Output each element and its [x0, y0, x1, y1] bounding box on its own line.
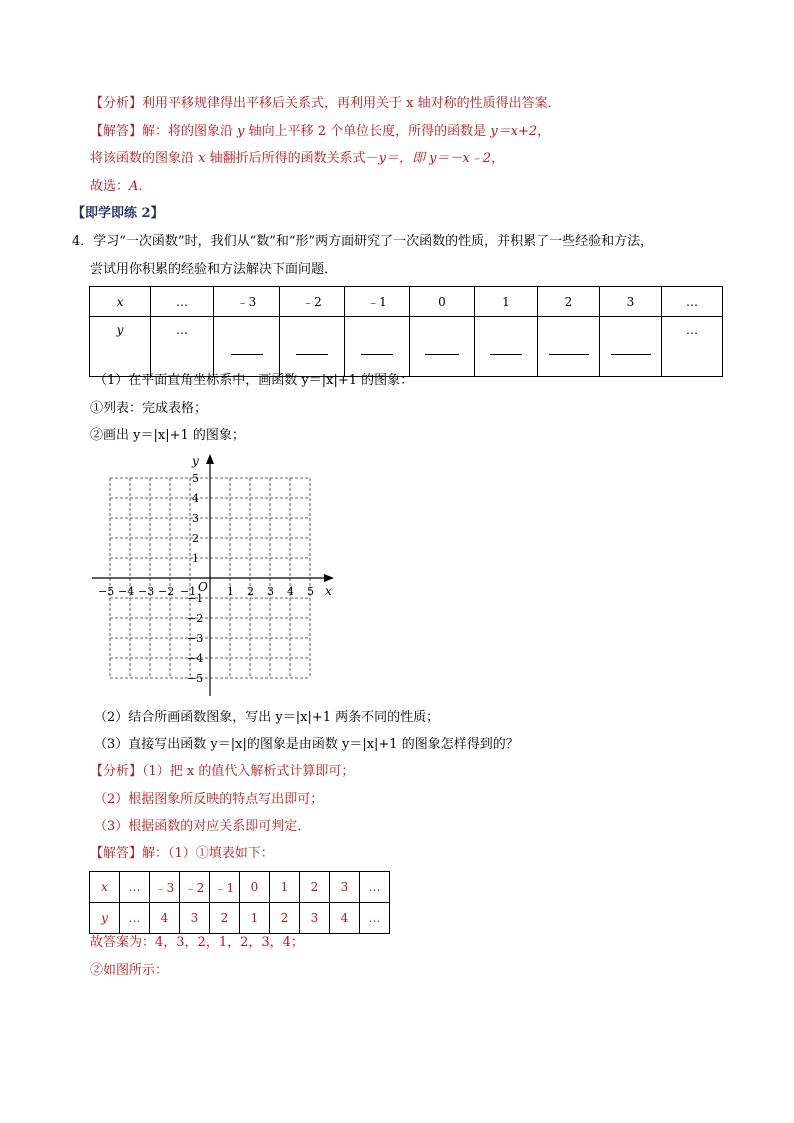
analysis-text: （1）把 x 的值代入解析式计算即可；	[142, 764, 355, 779]
table-cell: 2	[210, 903, 240, 934]
table-cell: 3	[600, 287, 662, 317]
x-axis-label: x	[325, 584, 332, 598]
answer-table	[89, 871, 390, 934]
answer-2-last-line: ②如图所示：	[90, 963, 169, 978]
y-tick-label: 1	[192, 552, 199, 565]
table-cell: ﹣3	[214, 287, 280, 317]
y-tick-label: −3	[187, 632, 204, 645]
table-cell: 2	[270, 903, 300, 934]
x-tick-label: −4	[118, 585, 135, 598]
problem-4-line-2: 尝试用你积累的经验和方法解决下面问题．	[90, 262, 338, 277]
analysis-2-line-2: （2）根据图象所反映的特点写出即可；	[94, 792, 324, 807]
answer-text: ．	[138, 179, 152, 194]
table-cell: 3	[180, 903, 210, 934]
answer-blank[interactable]	[280, 317, 345, 377]
x-axis-arrow-icon	[324, 574, 334, 582]
answer-text: 解：（1）①填表如下：	[142, 846, 274, 861]
answer-1-line-2	[90, 150, 504, 168]
answer-text: 轴翻折后所得的函数关系式－	[205, 151, 379, 166]
analysis-2-line-3: （3）根据函数的对应关系即可判定．	[94, 819, 311, 834]
coordinate-grid	[88, 450, 338, 700]
table-cell: ﹣2	[180, 872, 210, 903]
answer-result: 故答案为：4，3，2，1，2，3，4；	[90, 935, 304, 950]
question-1: （1）在平面直角坐标系中，画函数 y＝|x|+1 的图象：	[94, 373, 414, 388]
problem-4-line-1: 4．学习“一次函数”时，我们从“数”和“形”两方面研究了一次函数的性质，并积累了一些经验和方法，	[72, 234, 654, 249]
axes	[92, 460, 328, 696]
question-1b: ②画出 y＝|x|+1 的图象；	[90, 428, 245, 443]
x-tick-label: 3	[267, 585, 274, 598]
answer-blank[interactable]	[600, 317, 662, 377]
answer-text: y＝，即	[378, 151, 430, 166]
table-x-label: x	[90, 872, 120, 903]
question-3: （3）直接写出函数 y＝|x|的图象是由函数 y＝|x|+1 的图象怎样得到的？	[94, 737, 519, 752]
analysis-text: 利用平移规律得出平移后关系式，再利用关于 x 轴对称的性质得出答案．	[142, 96, 561, 111]
problem-table	[89, 286, 723, 377]
table-cell: 1	[240, 903, 270, 934]
table-cell: ﹣2	[280, 287, 345, 317]
origin-label: O	[198, 580, 208, 594]
table-cell: 3	[300, 903, 330, 934]
x-tick-label: −3	[138, 585, 155, 598]
table-cell: …	[120, 872, 150, 903]
answer-blank[interactable]	[475, 317, 538, 377]
answer-1-line-1	[90, 123, 550, 141]
x-tick-label: 4	[287, 585, 294, 598]
y-tick-label: 3	[192, 512, 199, 525]
answer-2-line-1	[90, 845, 274, 863]
table-x-label: x	[90, 287, 151, 317]
table-cell: …	[360, 903, 390, 934]
x-tick-label: 5	[307, 585, 314, 598]
answer-text: 轴向上平移 2 个单位长度，所得的函数是	[244, 124, 491, 139]
analysis-1	[90, 95, 561, 113]
answer-var: y	[237, 124, 245, 139]
answer-blank[interactable]	[214, 317, 280, 377]
analysis-tag: 【分析】	[90, 764, 143, 779]
table-cell: …	[151, 317, 214, 377]
table-cell: 4	[330, 903, 360, 934]
y-tick-label: −5	[187, 672, 204, 685]
question-2: （2）结合所画函数图象，写出 y＝|x|+1 两条不同的性质；	[94, 710, 440, 725]
table-cell: 4	[150, 903, 180, 934]
table-cell: ﹣1	[345, 287, 410, 317]
answer-blank[interactable]	[538, 317, 600, 377]
answer-blank[interactable]	[410, 317, 475, 377]
answer-text: 故选：	[90, 179, 130, 194]
table-cell: …	[151, 287, 214, 317]
answer-function: y＝x+2	[490, 124, 538, 139]
x-tick-label: 1	[227, 585, 234, 598]
answer-blank[interactable]	[345, 317, 410, 377]
x-tick-label: −1	[180, 585, 197, 598]
y-tick-label: −1	[187, 592, 204, 605]
answer-text: ，	[491, 151, 505, 166]
table-cell: …	[662, 287, 723, 317]
table-y-label: y	[90, 903, 120, 934]
answer-1-line-3	[90, 178, 151, 196]
answer-text: 解：将的图象沿	[142, 124, 238, 139]
table-cell: 1	[475, 287, 538, 317]
table-cell: 0	[240, 872, 270, 903]
x-tick-label: −5	[98, 585, 115, 598]
y-tick-label: −4	[187, 652, 204, 665]
table-cell: …	[120, 903, 150, 934]
question-1a: ①列表：完成表格；	[90, 401, 208, 416]
table-cell: 0	[410, 287, 475, 317]
y-tick-label: 4	[192, 492, 199, 505]
table-cell: 3	[330, 872, 360, 903]
answer-tag: 【解答】	[90, 846, 143, 861]
table-cell: 2	[300, 872, 330, 903]
table-cell: 1	[270, 872, 300, 903]
analysis-2-line-1	[90, 763, 354, 781]
x-tick-label: 2	[247, 585, 254, 598]
y-axis-label: y	[192, 454, 199, 468]
answer-choice: A	[129, 179, 139, 194]
section-title: 【即学即练 2】	[72, 206, 164, 221]
answer-tag: 【解答】	[90, 124, 143, 139]
table-cell: …	[360, 872, 390, 903]
table-cell: ﹣1	[210, 872, 240, 903]
answer-var: x	[198, 151, 206, 166]
table-cell: 2	[538, 287, 600, 317]
table-cell: ﹣3	[150, 872, 180, 903]
table-cell: …	[662, 317, 723, 377]
y-axis-arrow-icon	[206, 454, 214, 464]
x-tick-label: −2	[158, 585, 175, 598]
table-y-label: y	[90, 317, 151, 377]
y-tick-label: 2	[192, 532, 199, 545]
y-tick-label: 5	[192, 472, 199, 485]
answer-function: y＝－x﹣2	[429, 151, 492, 166]
answer-text: ，	[537, 124, 551, 139]
y-tick-label: −2	[187, 612, 204, 625]
answer-text: 将该函数的图象沿	[90, 151, 199, 166]
analysis-tag: 【分析】	[90, 96, 143, 111]
